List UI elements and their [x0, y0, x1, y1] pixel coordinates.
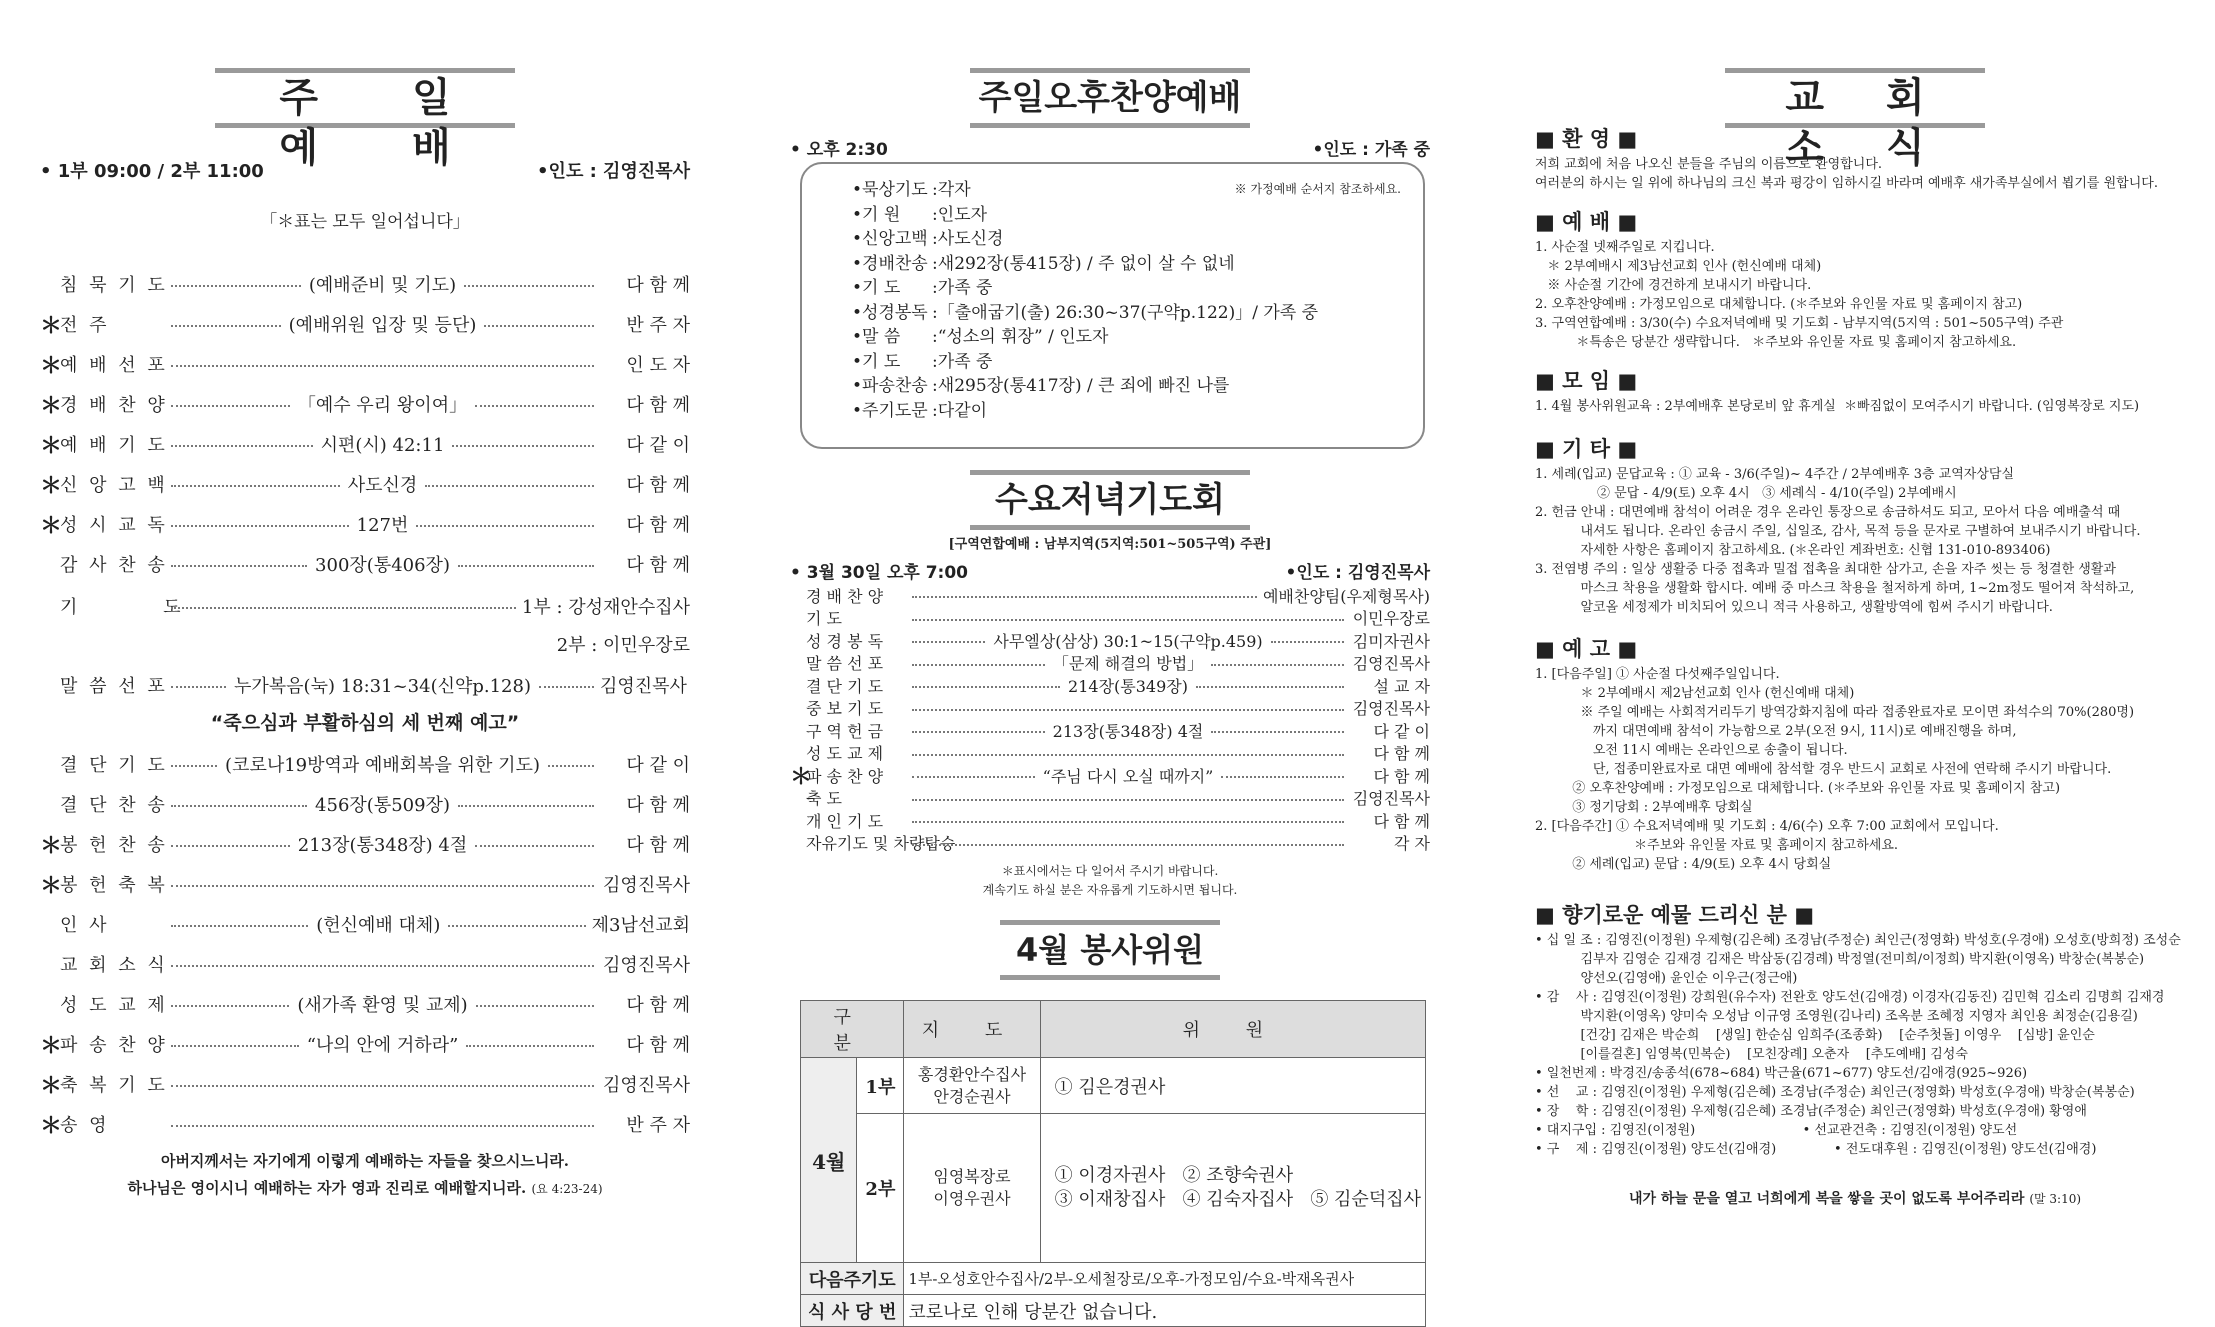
news-line: • 장 학 : 김영진(이정원) 우제형(김은혜) 조경남(주정순) 최인근(정영화) 박성호(우경애) 황영애 [1535, 1104, 2087, 1119]
news-line: ＊ 2부예배시 제2남선교회 인사 (헌신예배 대체) [1535, 686, 1855, 701]
item-label: 기 원 [862, 204, 901, 225]
news-line: ＊주보와 유인물 자료 및 홈페이지 참고하세요. [1535, 838, 1899, 853]
order-person: 다 함 께 [626, 555, 691, 576]
order-person: 반 주 자 [626, 1115, 690, 1136]
order-person: 다 함 께 [1373, 744, 1430, 764]
sermon-row [40, 665, 690, 705]
service-time-row [40, 157, 690, 183]
table-month: 4월 [801, 1058, 857, 1263]
order-name: 축 복 기 도 [60, 1075, 168, 1096]
order-row [790, 787, 1430, 810]
news-line: 2. 헌금 안내 : 대면예배 참석이 어려운 경우 온라인 통장으로 송금하셔도 되고, 모아서 다음 예배출석 때 [1535, 505, 2121, 520]
order-person: 김영진목사 [603, 955, 690, 976]
order-person: 제3남선교회 [591, 915, 691, 936]
order-person: 반 주 자 [626, 315, 691, 336]
order-name: 교 회 소 식 [60, 955, 168, 976]
order-row [40, 784, 690, 824]
afternoon-worship-column [790, 0, 1431, 1323]
order-person: 김미자권사 [1352, 631, 1431, 651]
order-row [40, 384, 690, 424]
prayer-row [40, 586, 690, 626]
order-person: 다 함 께 [626, 835, 691, 856]
order-row [40, 984, 690, 1024]
item-value: 다같이 [937, 400, 988, 421]
news-line: 2. [다음주간] ① 수요저녁예배 및 기도회 : 4/6(수) 오후 7:00 교회에서 모입니다. [1535, 819, 1999, 834]
wednesday-subtitle: [구역연합예배 : 남부지역(5지역:501~505구역) 주관] [948, 537, 1272, 552]
offering-section [1535, 903, 2181, 1159]
table-part-2: 2부 [857, 1114, 904, 1263]
order-detail: 누가복음(눅) 18:31~34(신약p.128) [232, 672, 533, 698]
item-value: 각자 [937, 180, 971, 200]
news-line: 1. [다음주일] ① 사순절 다섯째주일입니다. [1535, 667, 1780, 682]
order-person: 다 함 께 [626, 995, 691, 1016]
order-name: 결 단 찬 송 [60, 795, 168, 816]
notice-heading: ■ 예 고 ■ [1535, 637, 1638, 661]
table-meal-label: 식 사 당 번 [801, 1295, 904, 1327]
wednesday-notes [790, 862, 1430, 900]
standing-mark: ＊ [40, 1072, 63, 1099]
item-value: 사도신경 [937, 229, 1004, 249]
news-line: 박지환(이영옥) 양미숙 오성남 이규영 조영원(김나리) 조옥분 조혜정 지영자 최인용 최정순(김용길) [1535, 1009, 2138, 1024]
order-name: 봉 헌 축 복 [60, 875, 168, 896]
service-time: • 1부 09:00 / 2부 11:00 [40, 161, 264, 182]
order-person: 다 같 이 [626, 755, 690, 776]
news-line: ② 문답 - 4/9(토) 오후 4시 ③ 세례식 - 4/10(주일) 2부예배시 [1535, 486, 1957, 501]
standing-note: 「＊표는 모두 일어섭니다」 [260, 212, 470, 232]
order-person: 다 함 께 [1373, 811, 1430, 831]
table-next-prayer-label: 다음주기도 [801, 1263, 904, 1295]
order-detail: 213장(통348장) 4절 [1051, 719, 1206, 742]
order-row [790, 607, 1430, 630]
order-row [40, 344, 690, 384]
table-header-members: 위 원 [1040, 1001, 1425, 1058]
order-row [790, 742, 1430, 765]
standing-mark: ＊ [40, 312, 63, 339]
box-note: ※ 가정예배 순서지 참조하세요. [1234, 182, 1401, 196]
order-name: 중 보 기 도 [806, 699, 884, 719]
item-label: 기 도 [862, 351, 901, 372]
order-row [790, 719, 1430, 742]
order-row [790, 809, 1430, 832]
order-row [790, 652, 1430, 675]
afternoon-order-item: • 기 도 : 가족 중 [852, 350, 1412, 375]
news-line: 마스크 착용을 생활화 합시다. 예배 중 마스크 착용을 철저하게 하며, 1~2m정도 떨어져 착석하고, [1535, 581, 2135, 596]
news-line: 3. 구역연합예배 : 3/30(수) 수요저녁예배 및 기도회 - 남부지역(5지역 : 501~505구역) 주관 [1535, 316, 2064, 331]
order-detail: (새가족 환영 및 교제) [295, 991, 469, 1017]
wednesday-time: • 3월 30일 오후 7:00 [790, 563, 968, 583]
standing-mark: ＊ [40, 1112, 63, 1139]
news-line: ② 세례(입교) 문답 : 4/9(토) 오후 4시 당회실 [1535, 857, 1832, 872]
order-name: 경 배 찬 양 [60, 395, 168, 416]
order-row [790, 763, 1431, 790]
verse-line-2: 하나님은 영이시니 예배하는 자가 영과 진리로 예배할지니라. (요 4:23-24) [127, 1179, 603, 1197]
order-person: 다 함 께 [626, 475, 690, 496]
order-row [40, 1104, 690, 1144]
news-line: 김부자 김영순 김재경 김재은 박삼동(김경례) 박정열(전미희/이정희) 박지환(이영옥) 박창순(복봉순) [1535, 952, 2145, 967]
order-name: 기 도 [60, 597, 221, 618]
order-row [40, 424, 690, 464]
afternoon-order-item: • 파송찬송 : 새295장(통417장) / 큰 죄에 빠진 나를 [852, 374, 1412, 399]
wednesday-note-2: 계속기도 하실 분은 자유롭게 기도하시면 됩니다. [982, 883, 1238, 897]
order-detail: 사무엘상(삼상) 30:1~15(구약p.459) [991, 629, 1264, 652]
order-person: 다 함 께 [626, 275, 690, 296]
news-line: 1. 4월 봉사위원교육 : 2부예배후 본당로비 앞 휴게실 ＊빠짐없이 모여주시기 바랍니다. (임영복장로 지도) [1535, 399, 2140, 414]
meeting-heading: ■ 모 임 ■ [1535, 369, 1638, 393]
table-part-1-members: ① 김은경권사 [1040, 1058, 1425, 1114]
service-committee-title: 4월 봉사위원 [1000, 920, 1220, 980]
order-detail: “나의 안에 거하라” [305, 1031, 461, 1057]
church-news-column [1535, 0, 2181, 1240]
table-header-lead: 지 도 [904, 1001, 1040, 1058]
sermon-title: “죽으심과 부활하심의 세 번째 예고” [210, 712, 520, 734]
sunday-worship-title: 주 일 예 배 [215, 68, 515, 128]
afternoon-order-item: • 성경봉독 : 「출애굽기(출) 26:30~37(구약p.122)」/ 가족 중 [852, 301, 1412, 326]
order-name: 경 배 찬 양 [806, 586, 884, 606]
item-label: 묵상기도 [862, 180, 928, 200]
notice-section [1535, 637, 2175, 874]
order-row [40, 464, 690, 504]
order-name: 신 앙 고 백 [60, 475, 168, 496]
afternoon-time: • 오후 2:30 [790, 140, 888, 160]
news-line: 알코올 세정제가 비치되어 있으니 적극 사용하고, 생활방역에 힘써 주시기 바랍니다. [1535, 600, 2053, 615]
order-row [40, 744, 690, 784]
order-person: 김영진목사 [603, 875, 690, 896]
standing-mark: ＊ [40, 432, 63, 459]
wednesday-title: 수요저녁기도회 [970, 470, 1250, 530]
order-name: 감 사 찬 송 [60, 555, 168, 576]
table-part-1-lead: 홍경환안수집사 안경순권사 [904, 1058, 1040, 1114]
order-name: 성 도 교 제 [60, 995, 168, 1016]
order-row [40, 304, 690, 344]
news-line: 오전 11시 예배는 온라인으로 송출이 됩니다. [1535, 743, 1848, 758]
order-detail: 456장(통509장) [313, 791, 452, 817]
item-label: 파송찬송 [862, 376, 928, 396]
order-detail: 214장(통349장) [1066, 674, 1190, 697]
order-person: 김영진목사 [1352, 699, 1430, 719]
order-name: 침 묵 기 도 [60, 275, 168, 296]
order-row [40, 944, 690, 984]
order-name: 구 역 헌 금 [806, 721, 884, 741]
order-row [790, 584, 1430, 607]
order-row [790, 674, 1430, 697]
etc-heading: ■ 기 타 ■ [1535, 437, 1638, 461]
order-detail: 127번 [355, 511, 411, 537]
order-row [40, 504, 690, 544]
standing-mark: ＊ [40, 472, 63, 499]
order-detail: 시편(시) 42:11 [319, 431, 447, 457]
order-person: 다 함 께 [626, 795, 691, 816]
news-line: 단, 접종미완료자로 대면 예배에 참석할 경우 반드시 교회로 사전에 연락해 주시기 바랍니다. [1535, 762, 2112, 777]
order-name: 인 사 [60, 915, 110, 936]
news-line: 저희 교회에 처음 나오신 분들을 주님의 이름으로 환영합니다. [1535, 157, 1883, 172]
standing-mark: ＊ [40, 872, 63, 899]
order-name: 성 도 교 제 [806, 744, 884, 764]
order-person: 설 교 자 [1373, 676, 1430, 696]
wednesday-time-row [790, 558, 1430, 583]
order-name: 말 씀 선 포 [806, 654, 884, 674]
news-line: 2. 오후찬양예배 : 가정모임으로 대체합니다. (＊주보와 유인물 자료 및 홈페이지 참고) [1535, 297, 2023, 312]
order-detail: 사도신경 [346, 471, 420, 497]
prayer-2nd: 2부 : 이민우장로 [556, 635, 690, 656]
item-label: 기 도 [862, 278, 901, 298]
order-row [40, 824, 690, 864]
table-meal: 코로나로 인해 당분간 없습니다. [904, 1295, 1426, 1327]
order-detail: 213장(통348장) 4절 [296, 831, 469, 857]
service-leader: •인도 : 김영진목사 [537, 161, 690, 182]
item-value: 「출애굽기(출) 26:30~37(구약p.122)」/ 가족 중 [937, 302, 1319, 323]
standing-mark: ＊ [40, 352, 63, 379]
order-person: 예배찬양팀(우제형목사) [1262, 586, 1430, 606]
church-news-title: 교 회 소 식 [1725, 68, 1985, 128]
news-line: ＊특송은 당분간 생략합니다. ＊주보와 유인물 자료 및 홈페이지 참고하세요. [1535, 335, 2017, 350]
etc-section [1535, 437, 2175, 617]
table-next-prayer: 1부-오성호안수집사/2부-오세철장로/오후-가정모임/수요-박재옥권사 [904, 1263, 1426, 1295]
order-row [40, 864, 690, 904]
order-person: 김영진목사 [600, 676, 687, 697]
order-name: 성 경 봉 독 [806, 631, 884, 651]
order-name: 말 씀 선 포 [60, 676, 168, 697]
order-person: 다 같 이 [626, 435, 690, 456]
order-person: 인 도 자 [626, 355, 690, 376]
order-name: 봉 헌 찬 송 [60, 835, 168, 856]
item-label: 성경봉독 [862, 302, 928, 323]
order-detail: 「예수 우리 왕이여」 [296, 391, 469, 417]
news-line: 양선오(김영애) 윤인순 이우근(정근애) [1535, 971, 1798, 986]
standing-mark: ＊ [40, 1032, 63, 1059]
order-list-1 [40, 264, 690, 584]
worship-heading: ■ 예 배 ■ [1535, 210, 1638, 234]
news-line: 자세한 사항은 홈페이지 참고하세요. (＊온라인 계좌번호: 신협 131-010-893406) [1535, 543, 2051, 558]
order-person: 다 함 께 [1373, 766, 1431, 786]
closing-verse: 내가 하늘 문을 열고 너희에게 복을 쌓을 곳이 없도록 부어주리라 (말 3:10) [1628, 1191, 2082, 1207]
news-line: 여러분의 하시는 일 위에 하나님의 크신 복과 평강이 임하시길 바라며 예배후 새가족부실에서 뵙기를 원합니다. [1535, 176, 2158, 191]
order-name: 파 송 찬 양 [60, 1035, 168, 1056]
order-person: 다 함 께 [626, 515, 690, 536]
sunday-worship-column [40, 0, 690, 1240]
afternoon-leader: •인도 : 가족 중 [1312, 140, 1430, 160]
order-name: 축 도 [806, 789, 842, 809]
order-detail: (코로나19방역과 예배회복을 위한 기도) [223, 751, 542, 777]
item-value: 새295장(통417장) / 큰 죄에 빠진 나를 [937, 376, 1230, 396]
order-name: 송 영 [60, 1115, 110, 1136]
order-name: 성 시 교 독 [60, 515, 168, 536]
order-name: 예 배 선 포 [60, 355, 168, 376]
afternoon-order-item: • 묵상기도 : 각자 [852, 178, 1412, 203]
news-line: • 일천번제 : 박경진/송종석(678~684) 박근율(671~677) 양도선/김애경(925~926) [1535, 1066, 2028, 1081]
order-detail: (예배준비 및 기도) [307, 271, 458, 297]
afternoon-order-box [800, 162, 1425, 449]
order-detail: (헌신예배 대체) [314, 911, 442, 937]
item-label: 경배찬송 [862, 253, 928, 274]
news-line: [건강] 김재은 박순희 [생일] 한순심 임희주(조종화) [순주첫돌] 이영우 [심방] 윤인순 [1535, 1028, 2095, 1043]
standing-mark: ＊ [790, 763, 813, 790]
afternoon-order-item: • 신앙고백 : 사도신경 [852, 227, 1412, 252]
order-row [40, 904, 690, 944]
order-row [40, 264, 690, 304]
afternoon-order-item: • 경배찬송 : 새292장(통415장) / 주 없이 살 수 없네 [852, 252, 1412, 277]
order-list-2 [40, 744, 690, 1144]
order-detail: 「문제 해결의 방법」 [1051, 651, 1205, 674]
welcome-section [1535, 127, 2175, 193]
news-line: ＊ 2부예배시 제3남선교회 인사 (헌신예배 대체) [1535, 259, 1822, 274]
item-value: 새292장(통415장) / 주 없이 살 수 없네 [937, 253, 1235, 274]
standing-mark: ＊ [40, 392, 63, 419]
prayer-1st: 1부 : 강성재안수집사 [521, 597, 690, 618]
order-person: 김영진목사 [1352, 654, 1430, 674]
table-part-2-members: ① 이경자권사 ② 조향숙권사 ③ 이재창집사 ④ 김숙자집사 ⑤ 김순덕집사 [1040, 1114, 1425, 1263]
afternoon-order-item: • 기 원 : 인도자 [852, 203, 1412, 228]
table-part-2-lead: 임영복장로 이영우권사 [904, 1114, 1040, 1263]
news-line: • 감 사 : 김영진(이정원) 강희원(유수자) 전완호 양도선(김애경) 이경자(김동진) 김민혁 김소리 김명희 김재경 [1535, 990, 2165, 1005]
news-line: • 대지구입 : 김영진(이정원) • 선교관건축 : 김영진(이정원) 양도선 [1535, 1123, 2018, 1138]
news-line: ② 오후찬양예배 : 가정모임으로 대체합니다. (＊주보와 유인물 자료 및 홈페이지 참고) [1535, 781, 2061, 796]
order-person: 이민우장로 [1352, 609, 1430, 629]
news-line: ※ 주일 예배는 사회적거리두기 방역강화지침에 따라 접종완료자로 모이면 좌석수의 70%(280명) [1535, 705, 2135, 720]
order-name: 파 송 찬 양 [806, 766, 884, 786]
news-line: [이를걸혼] 임영복(민복순) [모친장례] 오춘자 [추도예배] 김성숙 [1535, 1047, 1968, 1062]
item-value: “성소의 휘장” / 인도자 [937, 327, 1109, 347]
order-row [40, 1064, 690, 1104]
afternoon-order-item: • 기 도 : 가족 중 [852, 276, 1412, 301]
verse-line-1: 아버지께서는 자기에게 이렇게 예배하는 자들을 찾으시느니라. [160, 1152, 570, 1170]
worship-section [1535, 210, 2175, 352]
meeting-section [1535, 369, 2175, 416]
order-row [40, 544, 690, 584]
wednesday-note-1: ＊표시에서는 다 일어서 주시기 바랍니다. [1001, 864, 1219, 878]
afternoon-order-item: • 말 씀 : “성소의 휘장” / 인도자 [852, 325, 1412, 350]
news-line: • 십 일 조 : 김영진(이정원) 우제형(김은혜) 조경남(주정순) 최인근(정영화) 박성호(우경애) 오성호(방희정) 조성순 [1535, 933, 2181, 948]
closing-verse-ref: (말 3:10) [2029, 1192, 2082, 1206]
news-line: 3. 전염병 주의 : 일상 생활중 다중 접촉과 밀접 접촉을 최대한 삼가고, 손을 자주 씻는 등 청결한 생활과 [1535, 562, 2116, 577]
order-person: 각 자 [1394, 834, 1430, 854]
standing-mark: ＊ [40, 512, 63, 539]
news-line: 내셔도 됩니다. 온라인 송금시 주일, 십일조, 감사, 목적 등을 문자로 구별하여 보내주시기 바랍니다. [1535, 524, 2141, 539]
order-name: 전 주 [60, 315, 110, 336]
order-name: 개 인 기 도 [806, 811, 884, 831]
order-person: 김영진목사 [603, 1075, 690, 1096]
item-label: 신앙고백 [862, 229, 928, 249]
afternoon-order-list [852, 178, 1412, 423]
service-committee-table [800, 1000, 1426, 1327]
order-detail: “주님 다시 오실 때까지” [1041, 764, 1216, 787]
item-value: 가족 중 [937, 278, 993, 298]
order-row [790, 629, 1430, 652]
order-row [790, 697, 1430, 720]
news-line: 까지 대면예배 참석이 가능함으로 2부(오전 9시, 11시)로 예배진행을 하며, [1535, 724, 2017, 739]
item-label: 말 씀 [862, 327, 901, 347]
table-part-1: 1부 [857, 1058, 904, 1114]
news-line: ③ 정기당회 : 2부예배후 당회실 [1535, 800, 1753, 815]
offering-heading: ■ 향기로운 예물 드리신 분 ■ [1535, 903, 1815, 927]
wednesday-leader: •인도 : 김영진목사 [1285, 563, 1430, 583]
order-detail: 300장(통406장) [313, 551, 452, 577]
item-value: 가족 중 [937, 351, 993, 372]
table-header-category: 구 분 [801, 1001, 904, 1058]
news-line: • 구 제 : 김영진(이정원) 양도선(김애경) • 전도대후원 : 김영진(이정원) 양도선(김애경) [1535, 1142, 2097, 1157]
order-name: 결 단 기 도 [60, 755, 168, 776]
order-name: 예 배 기 도 [60, 435, 168, 456]
order-name: 자유기도 및 차량탑승 [806, 834, 956, 854]
afternoon-worship-title: 주일오후찬양예배 [970, 68, 1250, 128]
wednesday-order-list [790, 584, 1430, 854]
news-line: 1. 세례(입교) 문답교육 : ① 교육 - 3/6(주일)~ 4주간 / 2부예배후 3층 교역자상담실 [1535, 467, 2015, 482]
order-row [40, 1024, 690, 1064]
order-name: 기 도 [806, 609, 842, 629]
order-person: 다 함 께 [626, 1035, 691, 1056]
item-value: 인도자 [937, 204, 988, 225]
order-person: 다 함 께 [626, 395, 691, 416]
news-line: 1. 사순절 넷째주일로 지킵니다. [1535, 240, 1715, 255]
afternoon-time-row [790, 135, 1430, 160]
order-row [790, 832, 1430, 855]
order-detail: (예배위원 입장 및 등단) [287, 311, 479, 337]
item-label: 주기도문 [862, 400, 928, 421]
verse-ref: (요 4:23-24) [531, 1182, 603, 1196]
order-name: 결 단 기 도 [806, 676, 884, 696]
welcome-heading: ■ 환 영 ■ [1535, 127, 1638, 151]
order-person: 김영진목사 [1352, 789, 1430, 809]
news-line: • 선 교 : 김영진(이정원) 우제형(김은혜) 조경남(주정순) 최인근(정영화) 박성호(우경애) 박창순(복봉순) [1535, 1085, 2135, 1100]
afternoon-order-item: • 주기도문 : 다같이 [852, 399, 1412, 424]
standing-mark: ＊ [40, 832, 63, 859]
order-person: 다 같 이 [1373, 721, 1430, 741]
news-line: ※ 사순절 기간에 경건하게 보내시기 바랍니다. [1535, 278, 1812, 293]
